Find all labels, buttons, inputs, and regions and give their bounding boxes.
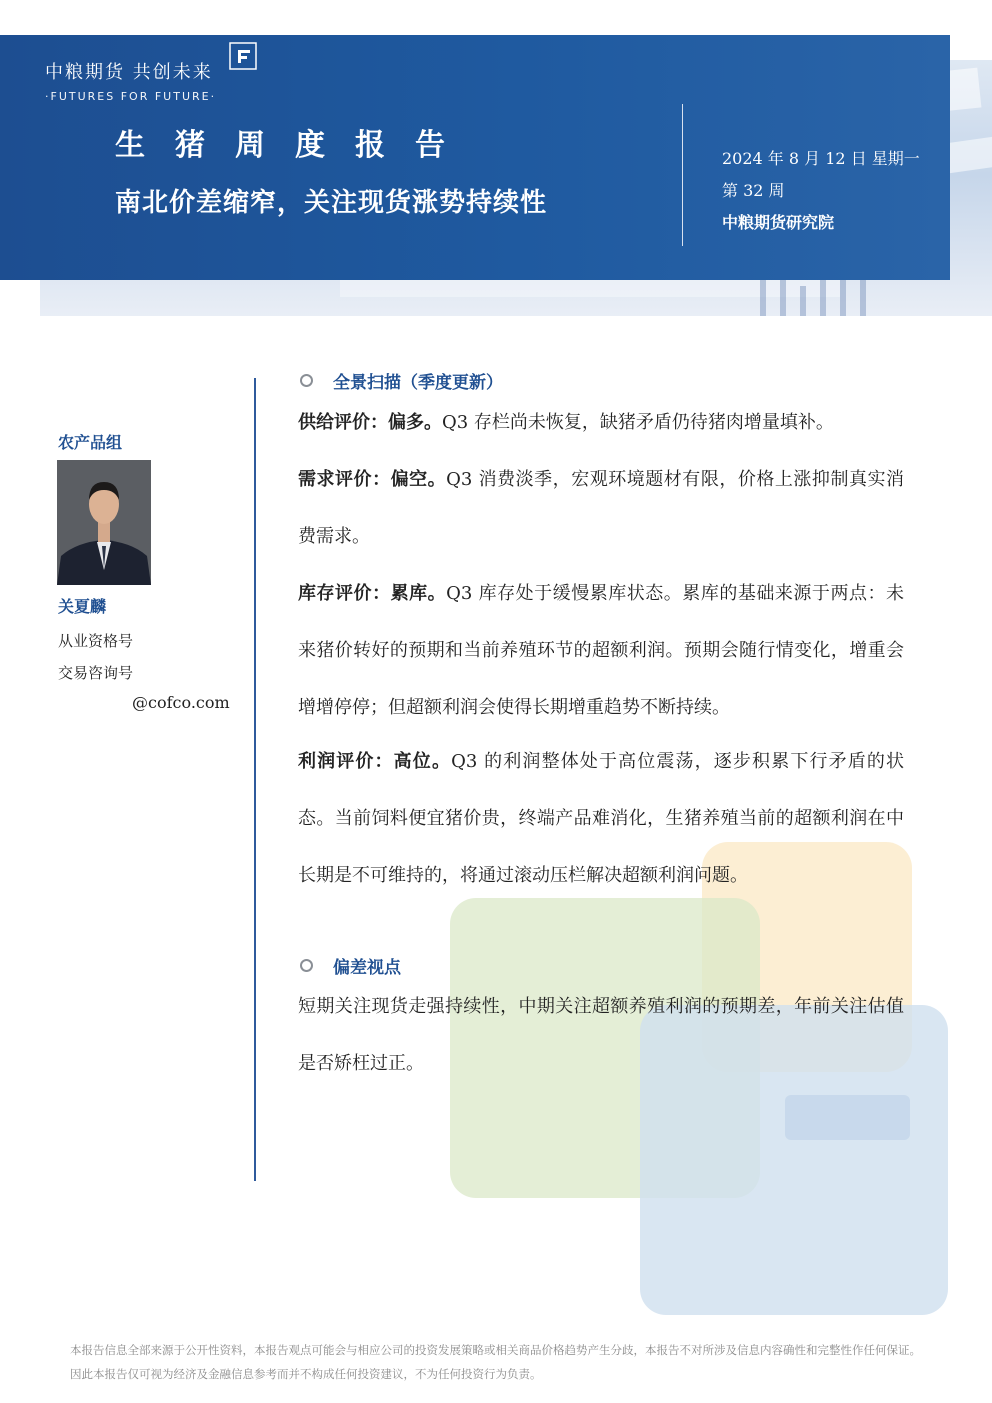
company-logo (45, 58, 216, 103)
profit-label: 利润评价：高位。 (298, 751, 452, 772)
disclaimer: 本报告信息全部来源于公开性资料，本报告观点可能会与相应公司的投资发展策略或相关商品价格趋势产生分歧，本报告不对所涉及信息内容确性和完整性作任何保证。因此本报告仅可视为经济及金融信息参考而并不构成任何投资建议，不为任何投资行为负责。 (70, 1343, 921, 1381)
logo-mark-icon (229, 42, 257, 70)
inventory-paragraph (298, 565, 904, 736)
report-subtitle: 南北价差缩窄，关注现货涨势持续性 (115, 188, 548, 218)
demand-text: Q3 消费淡季，宏观环境题材有限，价格上涨抑制真实消费需求。 (298, 469, 905, 547)
report-title: 生猪周度报告 (115, 128, 475, 163)
inventory-label: 库存评价：累库。 (298, 583, 447, 604)
author-email: @cofco.com (132, 693, 230, 712)
column-divider (254, 378, 256, 1181)
supply-paragraph (298, 394, 904, 451)
supply-label: 供给评价：偏多。 (298, 412, 442, 433)
section-title: 偏差视点 (333, 958, 401, 978)
author-photo (57, 460, 151, 585)
demand-label: 需求评价：偏空。 (298, 469, 447, 490)
supply-text: Q3 存栏尚未恢复，缺猪矛盾仍待猪肉增量填补。 (442, 412, 834, 433)
consult-label: 交易咨询号 (58, 664, 134, 682)
logo-text: 中粮期货 共创未来 (45, 62, 213, 83)
header-divider (682, 104, 683, 246)
section-title: 全景扫描（季度更新） (333, 373, 503, 393)
demand-paragraph (298, 451, 904, 565)
logo-tagline: ·FUTURES FOR FUTURE· (45, 90, 217, 103)
report-week: 第 32 周 (722, 181, 785, 200)
section-deviation-header (300, 953, 401, 978)
deviation-paragraph: 短期关注现货走强持续性，中期关注超额养殖利润的预期差，年前关注估值是否矫枉过正。 (298, 996, 904, 1074)
bullet-icon (300, 374, 313, 387)
inventory-text: Q3 库存处于缓慢累库状态。累库的基础来源于两点：未来猪价转好的预期和当前养殖环节的超额利润。预期会随行情变化，增重会增增停停；但超额利润会使得长期增重趋势不断持续。 (298, 583, 905, 718)
profit-paragraph (298, 733, 904, 904)
watermark-bar (785, 1095, 910, 1140)
section-scan-header (300, 368, 503, 393)
group-name: 农产品组 (58, 433, 123, 452)
author-name: 关夏麟 (58, 597, 107, 616)
report-date: 2024 年 8 月 12 日 星期一 (722, 149, 920, 168)
institute-name: 中粮期货研究院 (722, 213, 835, 232)
profit-text: Q3 的利润整体处于高位震荡，逐步积累下行矛盾的状态。当前饲料便宜猪价贵，终端产品难消化，生猪养殖当前的超额利润在中长期是不可维持的，将通过滚动压栏解决超额利润问题。 (298, 751, 905, 886)
bullet-icon (300, 959, 313, 972)
qualification-label: 从业资格号 (58, 632, 134, 650)
